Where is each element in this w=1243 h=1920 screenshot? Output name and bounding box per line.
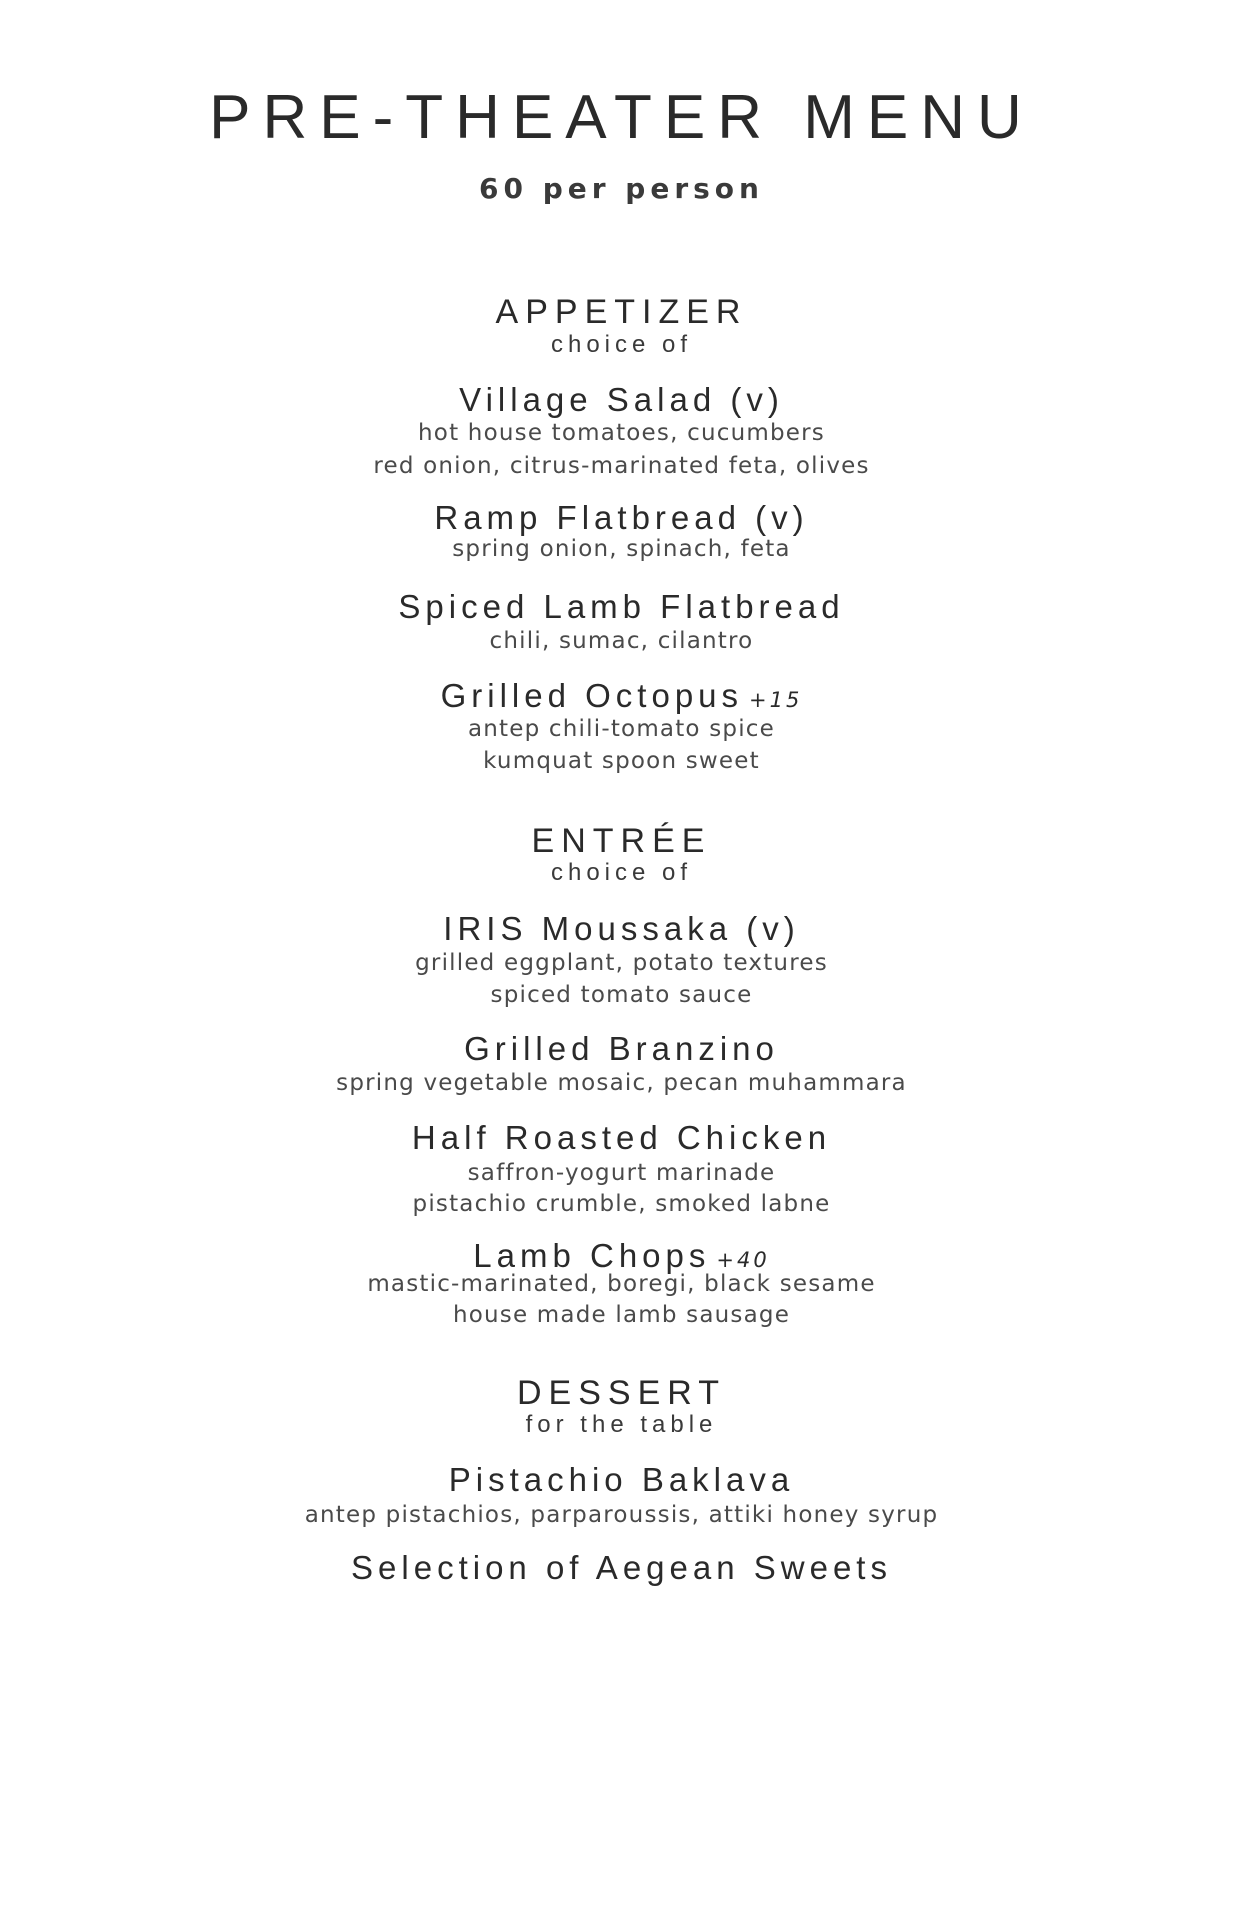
dish-name-pistachio-baklava: Pistachio Baklava bbox=[448, 1461, 795, 1498]
dish-desc-spiced-lamb-flatbread-1: chili, sumac, cilantro bbox=[489, 628, 754, 654]
dish-name-half-roasted-chicken: Half Roasted Chicken bbox=[411, 1119, 832, 1156]
dish-name-grilled-branzino: Grilled Branzino bbox=[464, 1030, 779, 1067]
section-heading-entree: ENTRÉE bbox=[531, 822, 712, 860]
dish-desc-iris-moussaka-2: spiced tomato sauce bbox=[490, 982, 753, 1008]
section-note-appetizer: choice of bbox=[550, 331, 693, 358]
dish-name-spiced-lamb-flatbread: Spiced Lamb Flatbread bbox=[398, 588, 845, 625]
dish-desc-village-salad-1: hot house tomatoes, cucumbers bbox=[418, 420, 825, 446]
dish-name-ramp-flatbread: Ramp Flatbread (v) bbox=[434, 499, 809, 536]
dish-desc-iris-moussaka-1: grilled eggplant, potato textures bbox=[415, 950, 828, 976]
section-heading-dessert: DESSERT bbox=[517, 1374, 726, 1412]
section-note-entree: choice of bbox=[550, 859, 693, 886]
dish-desc-pistachio-baklava-1: antep pistachios, parparoussis, attiki honey syrup bbox=[304, 1502, 939, 1528]
dish-desc-lamb-chops-1: mastic-marinated, boregi, black sesame bbox=[367, 1271, 876, 1297]
dish-desc-half-roasted-chicken-1: saffron-yogurt marinade bbox=[467, 1160, 776, 1186]
dish-desc-village-salad-2: red onion, citrus-marinated feta, olives bbox=[373, 453, 870, 479]
price-note: 60 per person bbox=[479, 172, 764, 205]
dish-desc-grilled-octopus-1: antep chili-tomato spice bbox=[467, 716, 775, 742]
dish-name-aegean-sweets: Selection of Aegean Sweets bbox=[351, 1549, 892, 1586]
dish-desc-grilled-branzino-1: spring vegetable mosaic, pecan muhammara bbox=[336, 1070, 907, 1096]
dish-desc-grilled-octopus-2: kumquat spoon sweet bbox=[483, 748, 760, 774]
menu-title: PRE-THEATER MENU bbox=[209, 83, 1034, 152]
section-note-dessert: for the table bbox=[525, 1411, 718, 1438]
dish-name-lamb-chops bbox=[0, 1237, 1243, 1275]
dish-name-grilled-octopus bbox=[0, 677, 1243, 715]
supplement-lamb-chops: +40 bbox=[716, 1248, 770, 1272]
dish-desc-lamb-chops-2: house made lamb sausage bbox=[452, 1302, 791, 1328]
section-heading-appetizer: APPETIZER bbox=[495, 293, 748, 331]
supplement-grilled-octopus: +15 bbox=[749, 688, 803, 712]
dish-name-lamb-chops-text: Lamb Chops bbox=[473, 1237, 711, 1274]
dish-name-village-salad: Village Salad (v) bbox=[459, 381, 784, 418]
dish-desc-half-roasted-chicken-2: pistachio crumble, smoked labne bbox=[412, 1191, 831, 1217]
dish-name-iris-moussaka: IRIS Moussaka (v) bbox=[443, 910, 800, 947]
dish-desc-ramp-flatbread-1: spring onion, spinach, feta bbox=[452, 536, 791, 562]
dish-name-grilled-octopus-text: Grilled Octopus bbox=[440, 677, 744, 714]
